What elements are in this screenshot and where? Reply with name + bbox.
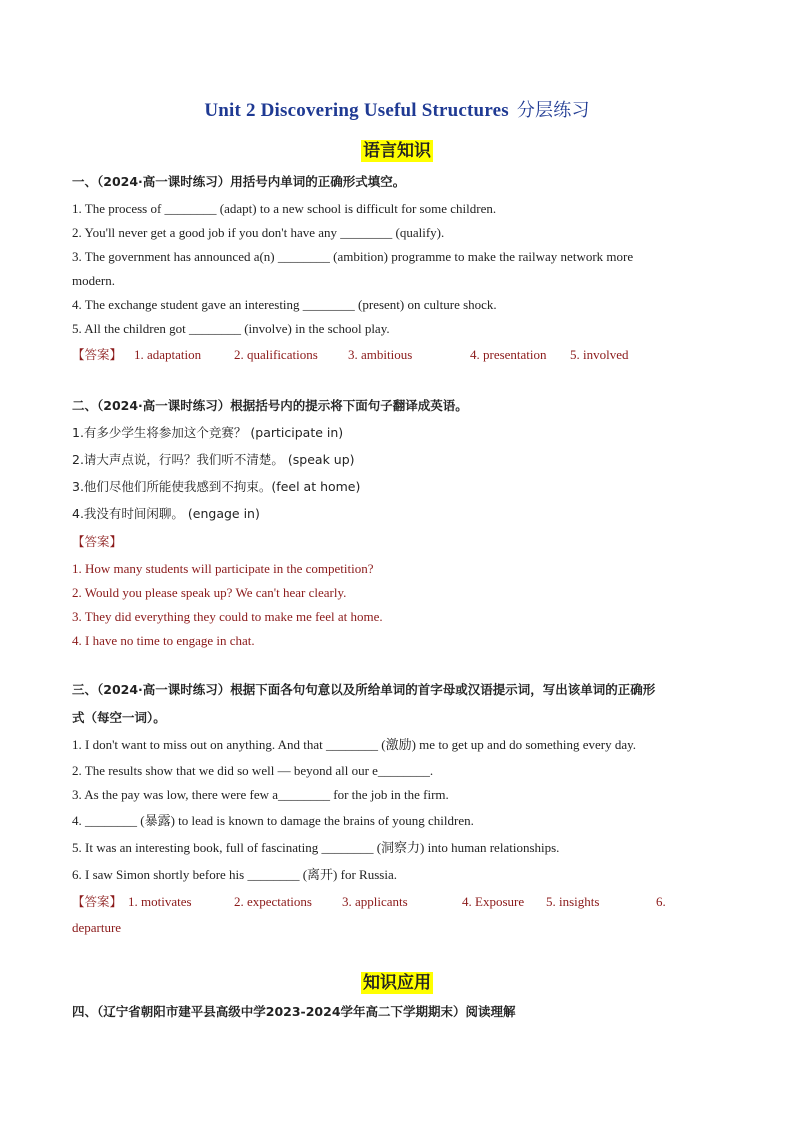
s1-answer-4: 4. presentation xyxy=(470,347,547,362)
section-1-heading: 一、（2024·高一课时练习）用括号内单词的正确形式填空。 xyxy=(72,174,406,189)
s2-answer-4: 4. I have no time to engage in chat. xyxy=(72,633,255,648)
section-4-heading: 四、（辽宁省朝阳市建平县高级中学2023-2024学年高二下学期期末）阅读理解 xyxy=(72,1004,516,1019)
s3-answer-6-cont: departure xyxy=(72,920,122,935)
banner-label: 语言知识 xyxy=(363,141,431,161)
title-english: Unit 2 Discovering Useful Structures xyxy=(204,100,509,121)
s2-item-2: 2.请大声点说，行吗？我们听不清楚。 (speak up) xyxy=(72,452,355,467)
s1-item-3: 3. The government has announced a(n) ________ (ambition) programme to make the railway network more xyxy=(72,249,634,264)
s1-item-1: 1. The process of ________ (adapt) to a new school is difficult for some children. xyxy=(72,201,497,216)
s2-item-3: 3.他们尽他们所能使我感到不拘束。(feel at home) xyxy=(72,479,361,494)
s1-answer-1: 1. adaptation xyxy=(134,347,202,362)
section-3-heading: 三、（2024·高一课时练习）根据下面各句句意以及所给单词的首字母或汉语提示词，写出该单词的正确形 xyxy=(72,682,656,697)
s3-item-4: 4. ________ (暴露) to lead is known to damage the brains of young children. xyxy=(72,813,474,828)
s1-answer-3: 3. ambitious xyxy=(348,347,413,362)
s3-answer-6: 6. xyxy=(656,894,666,909)
s3-answer-5: 5. insights xyxy=(546,894,600,909)
s1-item-2: 2. You'll never get a good job if you don't have any ________ (qualify). xyxy=(72,225,445,240)
s2-item-1: 1.有多少学生将参加这个竞赛？ (participate in) xyxy=(72,425,344,440)
s1-item-5: 5. All the children got ________ (involve) in the school play. xyxy=(72,321,390,336)
s2-answer-label: 【答案】 xyxy=(72,534,123,549)
s3-item-6: 6. I saw Simon shortly before his ________ (离开) for Russia. xyxy=(72,867,397,882)
s2-answer-1: 1. How many students will participate in the competition? xyxy=(72,561,374,576)
s1-answer-5: 5. involved xyxy=(570,347,629,362)
page-title xyxy=(0,96,794,122)
banner-knowledge-application xyxy=(0,968,794,993)
section-3-heading-cont: 式（每空一词）。 xyxy=(72,710,166,725)
answer-label: 【答案】 xyxy=(72,894,123,909)
title-chinese: 分层练习 xyxy=(516,100,590,121)
s3-answer-3: 3. applicants xyxy=(342,894,408,909)
s1-item-4: 4. The exchange student gave an interesting ________ (present) on culture shock. xyxy=(72,297,497,312)
answer-label: 【答案】 xyxy=(72,347,123,362)
s1-item-3-cont: modern. xyxy=(72,273,115,288)
s3-answer-1: 1. motivates xyxy=(128,894,192,909)
s2-answer-2: 2. Would you please speak up? We can't hear clearly. xyxy=(72,585,347,600)
s3-item-3: 3. As the pay was low, there were few a________ for the job in the firm. xyxy=(72,787,449,802)
s1-answer-2: 2. qualifications xyxy=(234,347,318,362)
s3-item-2: 2. The results show that we did so well — beyond all our e________. xyxy=(72,763,434,778)
s3-answer-2: 2. expectations xyxy=(234,894,312,909)
s2-answer-3: 3. They did everything they could to make me feel at home. xyxy=(72,609,383,624)
s3-item-5: 5. It was an interesting book, full of fascinating ________ (洞察力) into human relationships. xyxy=(72,840,560,855)
banner-label: 知识应用 xyxy=(363,973,431,993)
s2-item-4: 4.我没有时间闲聊。 (engage in) xyxy=(72,506,260,521)
banner-language-knowledge xyxy=(0,136,794,161)
section-2-heading: 二、（2024·高一课时练习）根据括号内的提示将下面句子翻译成英语。 xyxy=(72,398,468,413)
s3-answer-4: 4. Exposure xyxy=(462,894,525,909)
s3-item-1: 1. I don't want to miss out on anything. And that ________ (激励) me to get up and do something every day. xyxy=(72,737,637,752)
